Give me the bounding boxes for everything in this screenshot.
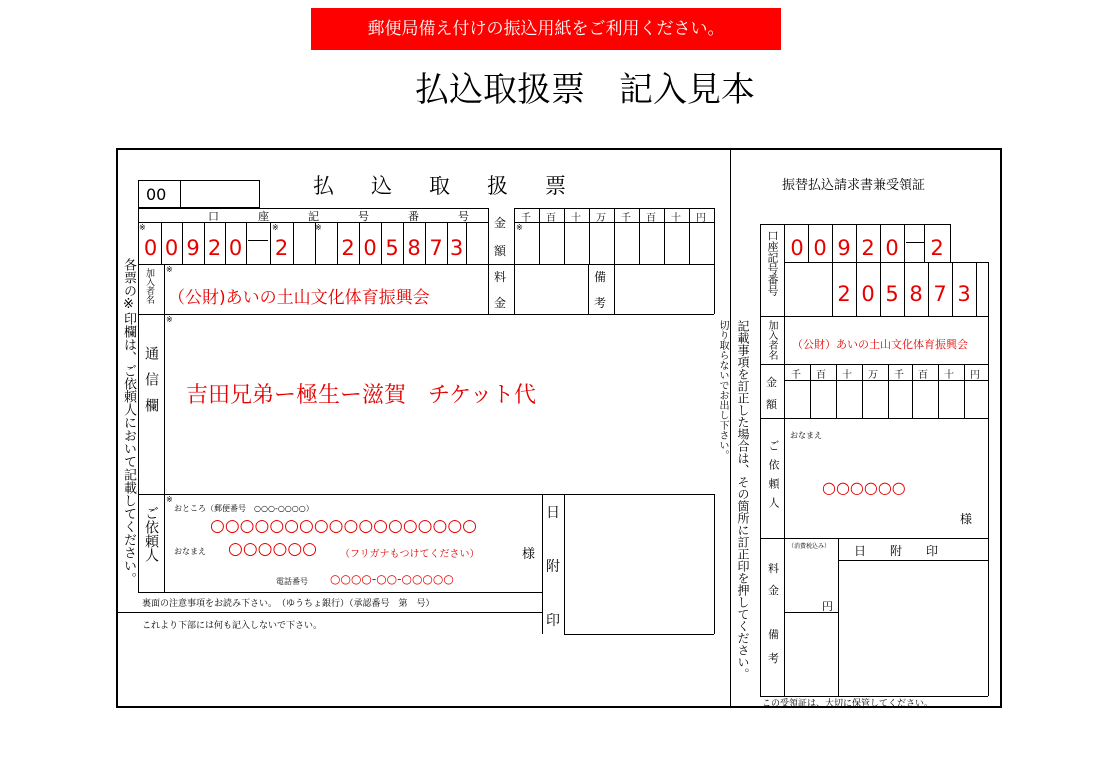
account-digit: 9 — [186, 236, 200, 260]
amount-asterisk: ※ — [516, 223, 523, 232]
receipt-account-digit: 2 — [837, 282, 851, 306]
account-digit: 8 — [407, 236, 421, 260]
yen-label: 円 — [822, 600, 833, 613]
receipt-name-value: ○○○○○○ — [822, 478, 906, 497]
receipt-account-digit: 0 — [861, 282, 875, 306]
fee-label: 料 — [494, 270, 507, 284]
receipt-name-label: おなまえ — [790, 431, 822, 440]
subscriber-name: （公財)あいの土山文化体育振興会 — [168, 288, 430, 308]
date-stamp-label: 附 — [546, 559, 560, 575]
unit: 千 — [621, 213, 631, 224]
account-digit: 0 — [363, 236, 377, 260]
page-title: 払込取扱票 記入見本 — [415, 70, 755, 110]
fee-label-2: 金 — [494, 296, 507, 310]
receipt-account-digit: 0 — [790, 236, 804, 260]
receipt-account-digit: 8 — [909, 282, 923, 306]
account-digit: 3 — [449, 236, 464, 260]
amount-label: 金 — [494, 216, 507, 230]
unit: 万 — [596, 213, 606, 224]
code-box-value: 00 — [146, 185, 167, 204]
side-note: 各票の※印欄は、ご依頼人において記載してください。 — [121, 258, 136, 585]
date-stamp-label: 印 — [546, 613, 560, 629]
slip-header: 払 込 取 扱 票 — [313, 174, 574, 198]
receipt-unit: 万 — [868, 370, 878, 381]
address-label: おところ（郵便番号 ○○○-○○○○） — [174, 504, 314, 513]
unit: 円 — [696, 213, 706, 224]
remarks-label: 備 — [594, 270, 607, 284]
receipt-fee-label-2: 金 — [768, 584, 779, 597]
receipt-amount-label-2: 額 — [766, 398, 777, 411]
sama-label: 様 — [522, 547, 536, 562]
receipt-unit: 十 — [842, 370, 852, 381]
receipt-unit: 百 — [918, 370, 928, 381]
subscriber-label: 加入者名 — [144, 268, 154, 304]
receipt-account-digit: 2 — [861, 236, 875, 260]
unit: 百 — [546, 213, 556, 224]
receipt-unit: 十 — [944, 370, 954, 381]
receipt-account-digit: 3 — [957, 282, 971, 306]
receipt-account-digit: 9 — [837, 236, 851, 260]
phone-value: ○○○○-○○-○○○○○ — [330, 572, 454, 586]
account-asterisk-b: ※ — [272, 223, 279, 232]
receipt-sama: 様 — [960, 512, 973, 526]
notice-banner: 郵便局備え付けの振込用紙をご利用ください。 — [311, 8, 781, 50]
account-digit: 2 — [274, 236, 289, 260]
receipt-account-digit: 0 — [885, 236, 899, 260]
correction-note: 記載事項を訂正した場合は、その箇所に訂正印を押してください。 — [736, 320, 750, 680]
name-value: ○○○○○○ — [228, 539, 318, 559]
account-digit: 7 — [429, 236, 443, 260]
message-text: 吉田兄弟ー極生ー滋賀 チケット代 — [186, 383, 537, 408]
bottom-note: これより下部には何も記入しないで下さい。 — [142, 621, 323, 631]
client-label: ご依頼人 — [143, 506, 159, 562]
account-digit: 0 — [228, 236, 243, 260]
tax-note: （消費税込み） — [788, 543, 831, 550]
receipt-footer: この受領証は、大切に保管してください。 — [762, 699, 934, 709]
account-digit: 5 — [385, 236, 399, 260]
receipt-amount-label: 金 — [766, 376, 777, 389]
receipt-account-digit: 2 — [930, 236, 944, 260]
account-digit: 0 — [143, 236, 158, 260]
furigana-note: （フリガナもつけてください） — [340, 549, 480, 560]
remarks-label-2: 考 — [594, 296, 607, 310]
receipt-client-label: ご依頼人 — [767, 440, 780, 516]
name-label: おなまえ — [174, 547, 206, 556]
phone-label: 電話番号 — [276, 577, 308, 586]
unit: 十 — [671, 213, 681, 224]
receipt-header: 振替払込請求書兼受領証 — [782, 178, 926, 193]
receipt-remarks-label: 備 — [768, 628, 779, 641]
receipt-unit: 千 — [791, 370, 801, 381]
receipt-subscriber-name: （公財）あいの土山文化体育振興会 — [792, 338, 968, 351]
unit: 百 — [646, 213, 656, 224]
receipt-account-digit: 5 — [885, 282, 899, 306]
account-header: 口 座 記 号 番 号 — [208, 210, 483, 223]
account-digit: 2 — [207, 236, 222, 260]
receipt-subscriber-label: 加入者名 — [766, 320, 777, 360]
subscriber-asterisk: ※ — [166, 265, 173, 274]
receipt-unit: 百 — [816, 370, 826, 381]
message-label: 通信欄 — [143, 346, 159, 424]
receipt-account-label: 口座記号番号 — [766, 230, 779, 296]
unit: 十 — [571, 213, 581, 224]
receipt-account-digit: 7 — [933, 282, 947, 306]
receipt-account-digit: 0 — [813, 236, 827, 260]
receipt-date-stamp: 日 附 印 — [854, 544, 939, 558]
message-asterisk: ※ — [166, 315, 173, 324]
receipt-fee-label: 料 — [768, 562, 779, 575]
account-digit: 2 — [341, 236, 355, 260]
account-asterisk-c: ※ — [315, 223, 322, 232]
receipt-unit: 千 — [894, 370, 904, 381]
back-note: 裏面の注意事項をお読み下さい。 （ゆうちょ銀行）（承認番号 第 号） — [142, 599, 435, 609]
receipt-remarks-label-2: 考 — [768, 652, 779, 665]
amount-label-2: 額 — [494, 244, 507, 258]
unit: 千 — [521, 213, 531, 224]
payment-slip — [116, 148, 1002, 708]
date-stamp-label: 日 — [546, 505, 560, 521]
cut-note: 切り取らないでお出し下さい。 — [717, 320, 728, 460]
account-asterisk: ※ — [139, 223, 146, 232]
client-asterisk: ※ — [166, 495, 173, 504]
receipt-unit: 円 — [970, 370, 980, 381]
account-digit: 0 — [164, 236, 179, 260]
address-value: ○○○○○○○○○○○○○○○○○○ — [210, 516, 478, 536]
